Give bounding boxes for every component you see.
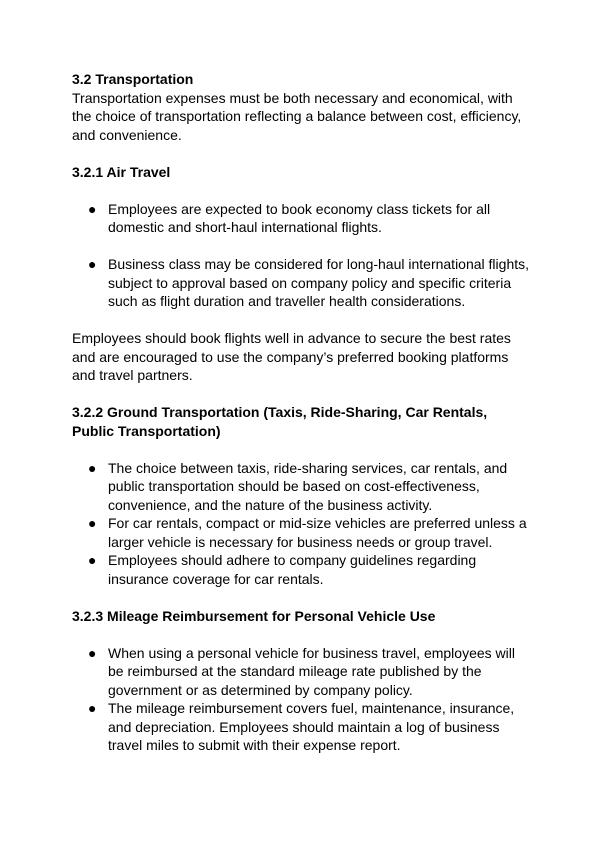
air-travel-list bbox=[72, 200, 532, 311]
spacer bbox=[72, 625, 532, 644]
bullet-icon: ● bbox=[88, 256, 97, 272]
list-item bbox=[72, 699, 532, 755]
list-item bbox=[72, 551, 532, 588]
list-item-text: Business class may be considered for long-haul international flights, subject to approval based on company policy and specific criteria such as flight duration and traveller health considerations. bbox=[108, 256, 530, 309]
bullet-icon: ● bbox=[88, 644, 97, 661]
list-item-text: Employees should adhere to company guidelines regarding insurance coverage for car rentals. bbox=[108, 552, 477, 587]
spacer bbox=[72, 181, 532, 200]
list-item bbox=[72, 644, 532, 700]
air-travel-heading: 3.2.1 Air Travel bbox=[72, 163, 171, 180]
document-body bbox=[72, 70, 532, 755]
list-item bbox=[72, 200, 532, 237]
list-item bbox=[72, 459, 532, 515]
ground-transportation-heading: 3.2.2 Ground Transportation (Taxis, Ride-Sharing, Car Rentals, Public Transportation) bbox=[72, 404, 488, 439]
air-travel-closing: Employees should book flights well in advance to secure the best rates and are encouraged to use the company’s preferred booking platforms and travel partners. bbox=[72, 330, 511, 383]
spacer bbox=[72, 440, 532, 459]
list-item bbox=[72, 255, 532, 311]
mileage-heading: 3.2.3 Mileage Reimbursement for Personal Vehicle Use bbox=[72, 607, 436, 624]
bullet-icon: ● bbox=[88, 200, 97, 217]
bullet-icon: ● bbox=[88, 552, 97, 568]
spacer bbox=[72, 144, 532, 163]
list-item-text: The mileage reimbursement covers fuel, maintenance, insurance, and depreciation. Employees should maintain a log of business travel miles to submit with their expense report. bbox=[108, 700, 515, 753]
list-item-text: For car rentals, compact or mid-size vehicles are preferred unless a larger vehicle is necessary for business needs or group travel. bbox=[108, 515, 527, 550]
bullet-icon: ● bbox=[88, 700, 97, 716]
bullet-icon: ● bbox=[88, 459, 97, 476]
list-item-text: The choice between taxis, ride-sharing services, car rentals, and public transportation should be based on cost-effectiveness, convenience, and the nature of the business activity. bbox=[108, 459, 508, 513]
spacer bbox=[72, 385, 532, 404]
ground-transportation-list bbox=[72, 459, 532, 589]
section-heading: 3.2 Transportation bbox=[72, 71, 194, 87]
list-item-text: Employees are expected to book economy class tickets for all domestic and short-haul international flights. bbox=[108, 200, 491, 235]
mileage-list bbox=[72, 644, 532, 755]
list-item-text: When using a personal vehicle for business travel, employees will be reimbursed at the standard mileage rate published by the government or as determined by company policy. bbox=[108, 644, 515, 698]
spacer bbox=[72, 311, 532, 330]
bullet-icon: ● bbox=[88, 515, 97, 531]
spacer bbox=[72, 588, 532, 607]
section-intro: Transportation expenses must be both necessary and economical, with the choice of transportation reflecting a balance between cost, efficiency, and convenience. bbox=[72, 89, 522, 143]
list-item bbox=[72, 514, 532, 551]
